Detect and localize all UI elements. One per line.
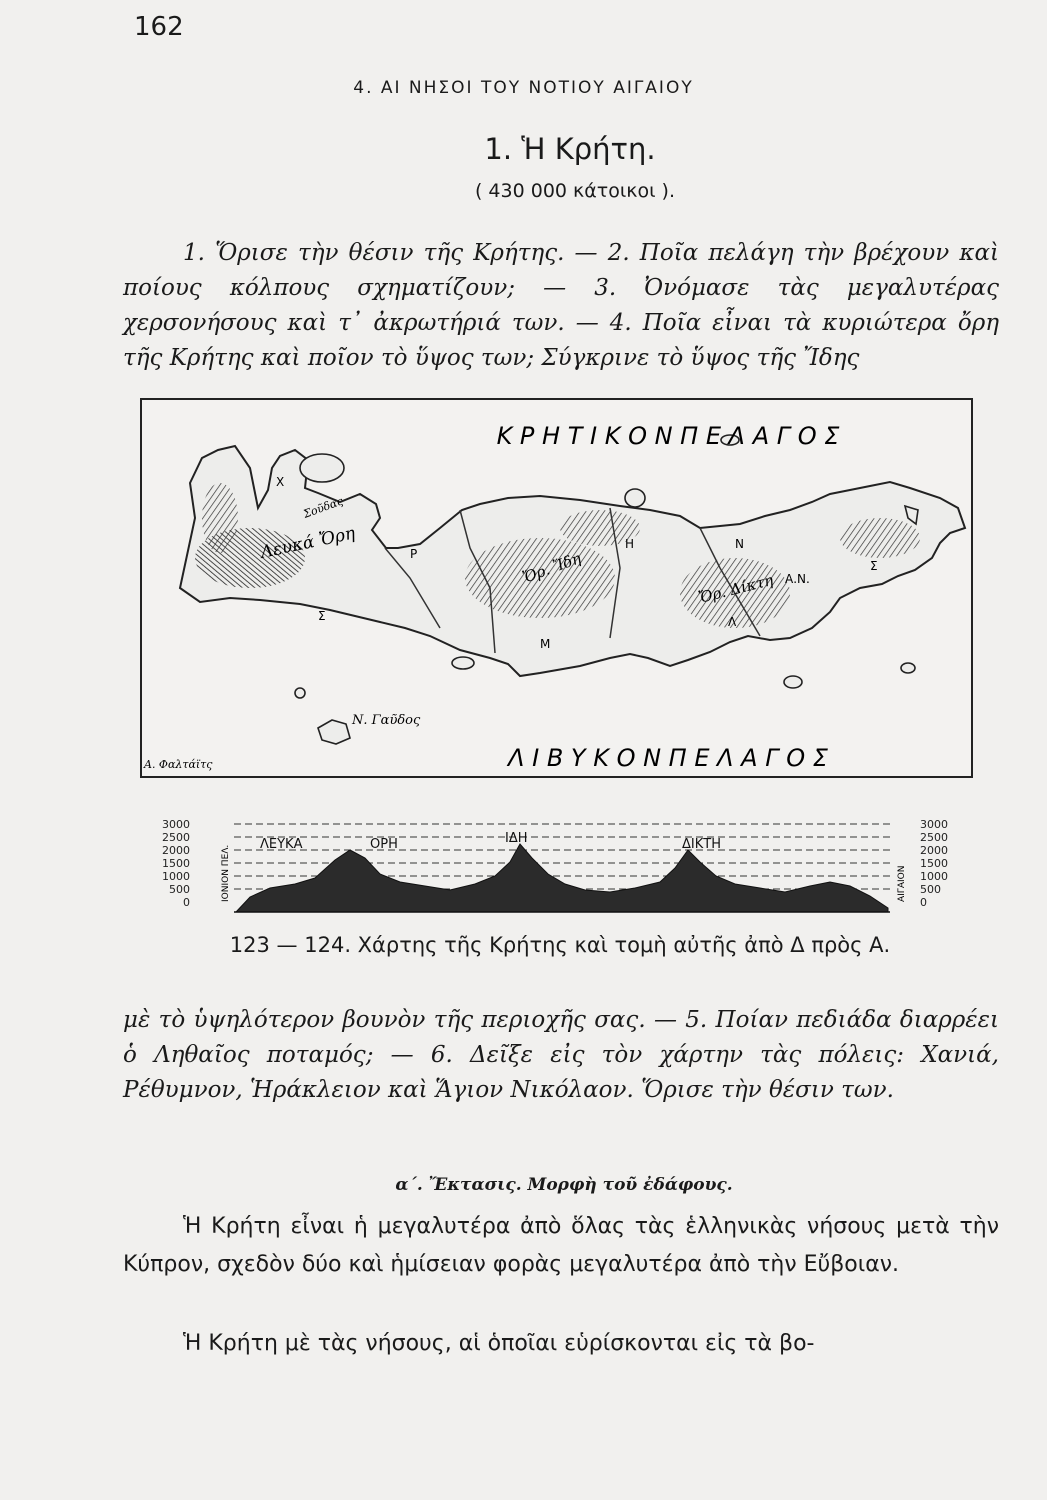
islet-koufonisi <box>901 663 915 673</box>
questions-paragraph-1 <box>123 236 999 376</box>
eastern-relief <box>840 518 920 558</box>
body-paragraph-1 <box>123 1208 999 1284</box>
crete-map <box>140 398 974 780</box>
left-tick-1000: 1000 <box>162 870 190 883</box>
map-letter-moires: Μ <box>540 637 551 651</box>
left-tick-2000: 2000 <box>162 844 190 857</box>
islet-paximadia <box>452 657 474 669</box>
map-letter-heraklion: Η <box>625 537 635 551</box>
dikti-label: Ὄρ. Δίκτη <box>696 570 775 607</box>
sea-north-label: Κ Ρ Η Τ Ι Κ Ο Ν Π Ε Λ Α Γ Ο Σ <box>496 422 840 450</box>
left-tick-1500: 1500 <box>162 857 190 870</box>
left-tick-2500: 2500 <box>162 831 190 844</box>
peak-label-idi: ΙΔΗ <box>505 831 528 846</box>
peak-label-lefka: ΛΕΥΚΑ <box>260 837 303 852</box>
crete-cross-section <box>160 812 980 922</box>
map-letter-chania: Χ <box>276 475 285 489</box>
map-letter-sitia: Σ <box>870 559 878 573</box>
left-tick-0: 0 <box>183 896 190 909</box>
souda-label: Σοῦδας <box>301 494 345 521</box>
section-heading: α΄. Ἔκτασις. Μορφὴ τοῦ ἐδάφους. <box>395 1175 733 1195</box>
peak-label-dikti: ΔΙΚΤΗ <box>682 837 721 852</box>
left-tick-500: 500 <box>169 883 190 896</box>
right-tick-2500: 2500 <box>920 831 948 844</box>
right-tick-1000: 1000 <box>920 870 948 883</box>
peak-label-ori: ΟΡΗ <box>370 837 398 852</box>
islet-chrysi <box>784 676 802 688</box>
map-letter-rethymno: Ρ <box>410 547 418 561</box>
right-tick-0: 0 <box>920 896 927 909</box>
islet-gavdopoula <box>295 688 305 698</box>
map-credit: Α. Φαλτάϊτς <box>144 758 213 771</box>
map-letter-neapoli: Ν <box>735 537 744 551</box>
page-title: 1. Ἡ Κρήτη. <box>484 132 656 166</box>
left-tick-3000: 3000 <box>162 818 190 831</box>
islet-dia <box>625 489 645 507</box>
population-subtitle: ( 430 000 κάτοικοι ). <box>474 180 676 202</box>
questions-paragraph-2: μὲ τὸ ὑψηλότερον βουνὸν τῆς περιοχῆς σας. — 5. Ποίαν πεδιάδα διαρρέει ὁ Ληθαῖος ποταμός; — 6. Δεῖξε εἰς τὸν χάρτην τὰς πόλεις: Χανιά, Ρέθυμνον, Ἡράκλειον καὶ Ἅγιον Νικόλαον. Ὅρισε τὴν θέσιν των. <box>123 1007 999 1103</box>
ionian-sea-label: ΙΟΝΙΟΝ ΠΕΛ. <box>221 844 231 902</box>
map-letter-lasithi: Λ <box>728 615 737 629</box>
page-number: 162 <box>134 12 184 42</box>
body-text-2: Ἡ Κρήτη μὲ τὰς νήσους, αἱ ὁποῖαι εὑρίσκονται εἰς τὰ βο- <box>183 1331 815 1356</box>
body-text-1: Ἡ Κρήτη εἶναι ἡ μεγαλυτέρα ἀπὸ ὅλας τὰς ἑλληνικὰς νήσους μετὰ τὴν Κύπρον, σχεδὸν δύο καὶ ἡμίσειαν φορὰς μεγαλυτέρα ἀπὸ τὴν Εὔβοιαν. <box>123 1214 999 1277</box>
gavdos-label: Ν. Γαῦδος <box>352 713 421 728</box>
map-letter-sfakia: Σ <box>318 609 326 623</box>
sea-south-label: Λ Ι Β Υ Κ Ο Ν Π Ε Λ Α Γ Ο Σ <box>508 744 828 772</box>
terrain-profile <box>236 844 888 912</box>
questions-text-1: 1. Ὅρισε τὴν θέσιν τῆς Κρήτης. — 2. Ποῖα πελάγη τὴν βρέχουν καὶ ποίους κόλπους σχηματίζουν; — 3. Ὀνόμασε τὰς μεγαλυτέρας χερσονήσους καὶ τ᾽ ἀκρωτήριά των. — 4. Ποῖα εἶναι τὰ κυριώτερα ὄρη τῆς Κρήτης καὶ ποῖον τὸ ὕψος των; Σύγκρινε τὸ ὕψος τῆς Ἴδης <box>123 240 999 371</box>
chapter-heading: 4. ΑΙ ΝΗΣΟΙ ΤΟΥ ΝΟΤΙΟΥ ΑΙΓΑΙΟΥ <box>353 78 694 98</box>
islet-souda <box>300 454 344 482</box>
map-letter-agios-nikolaos: Α.Ν. <box>785 572 810 586</box>
right-tick-500: 500 <box>920 883 941 896</box>
figure-caption: 123 — 124. Χάρτης τῆς Κρήτης καὶ τομὴ αὐτῆς ἀπὸ Δ πρὸς Α. <box>229 933 891 957</box>
right-tick-2000: 2000 <box>920 844 948 857</box>
right-tick-1500: 1500 <box>920 857 948 870</box>
aegean-sea-label: ΑΙΓΑΙΟΝ <box>897 865 907 902</box>
right-tick-3000: 3000 <box>920 818 948 831</box>
western-peninsula-relief <box>202 483 238 553</box>
ida-label: Ὄρ. Ἴδη <box>520 549 584 587</box>
body-paragraph-2 <box>123 1325 999 1363</box>
lefka-ori-label: Λευκά Ὄρη <box>258 523 357 563</box>
